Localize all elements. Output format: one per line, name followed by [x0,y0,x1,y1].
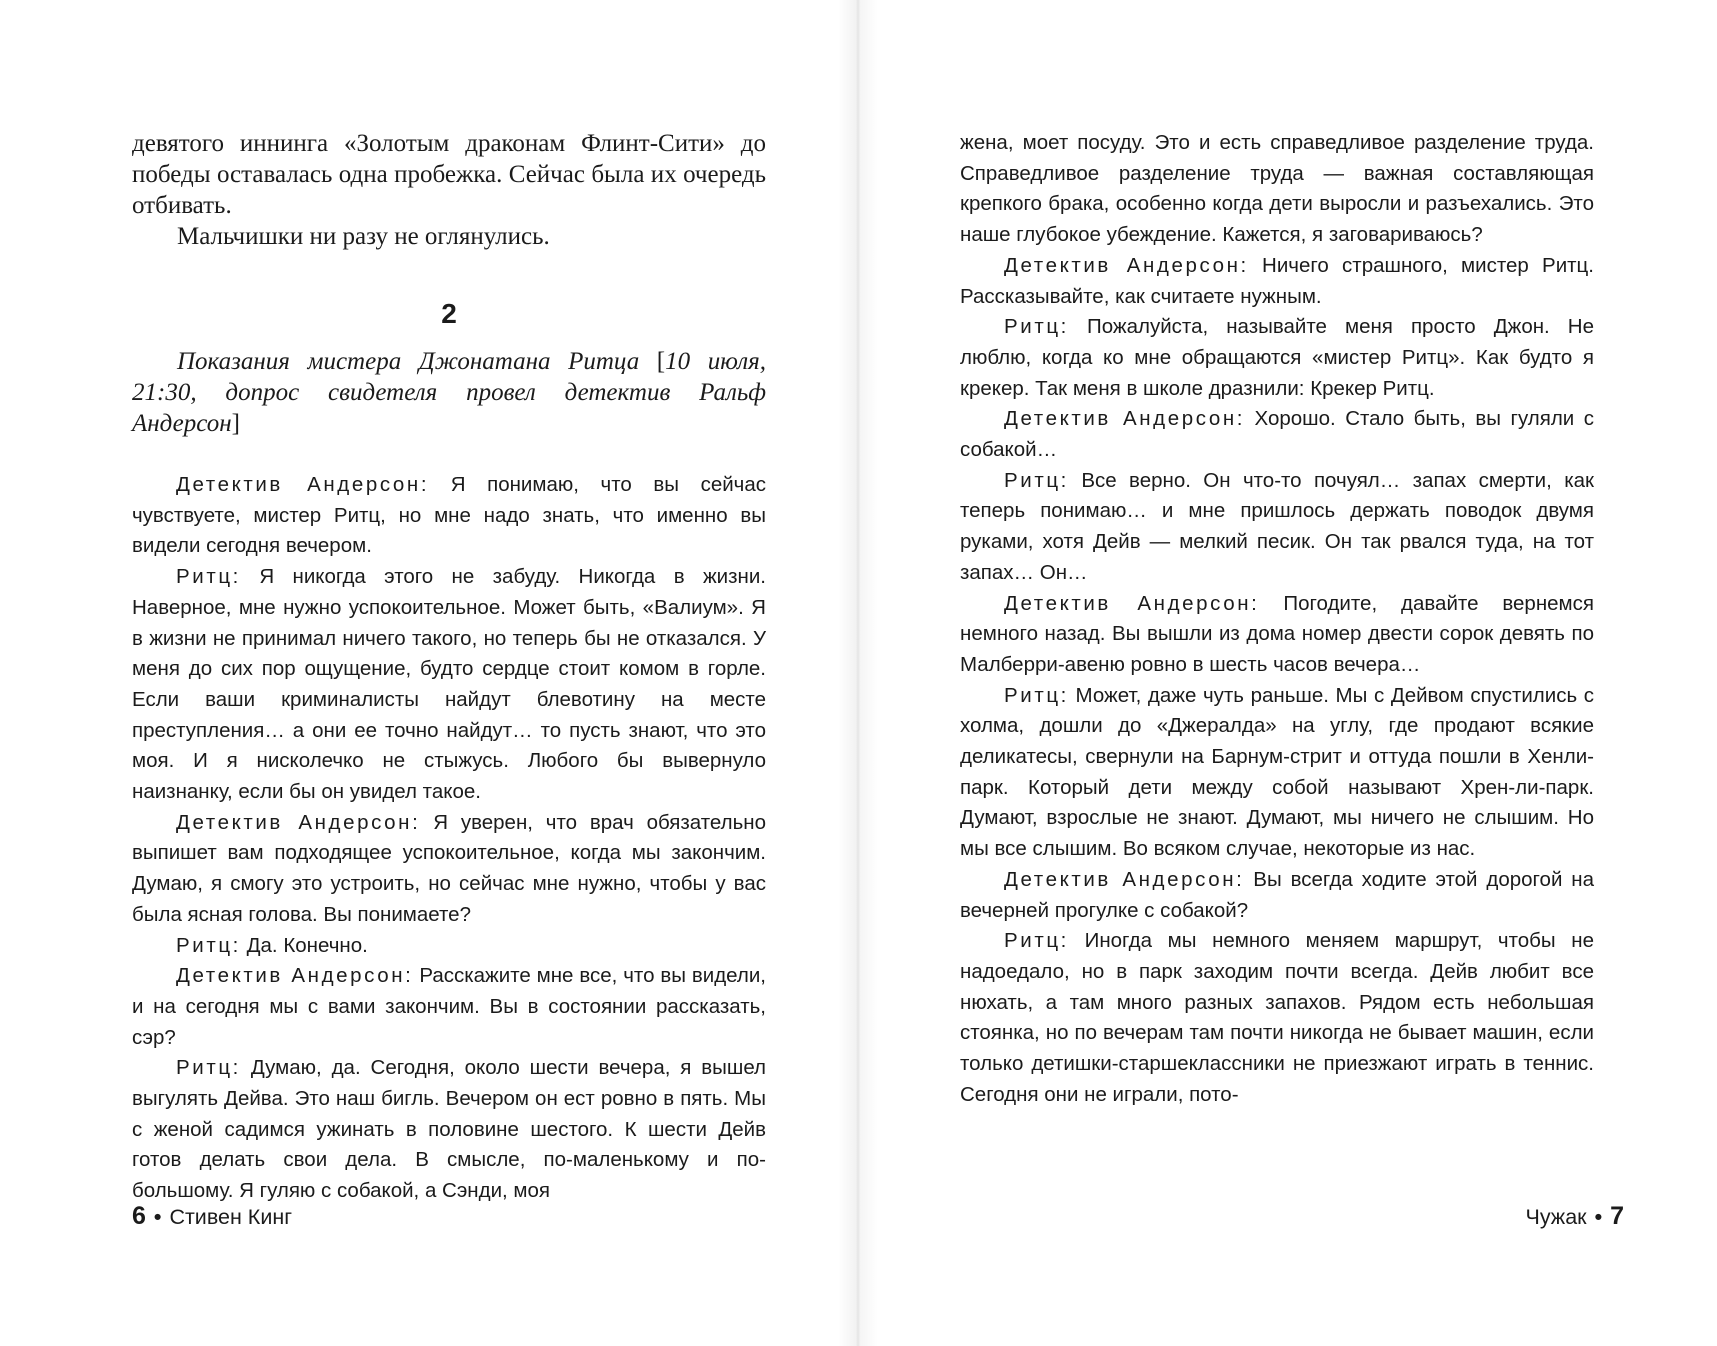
dialogue-text: Я понимаю, что вы сейчас чувствуете, мистер Ритц, но мне надо знать, что именно вы видели сегодня вечером. [132,473,767,558]
dialogue-text: Думаю, да. Сегодня, около шести вечера, я вышел выгулять Дейва. Это наш бигль. Вечером он ест ровно в пять. Мы с женой садимся ужинать в половине шестого. К шести Дейв готов делать свои дела. В смысле, по-маленькому и по-большому. Я гуляю с собакой, а Сэнди, моя [132,1056,766,1203]
dialogue-line [960,589,1594,681]
testimony-heading [132,346,766,439]
left-dialogue [132,470,766,1207]
dialogue-line [960,466,1594,589]
dialogue-text: Все верно. Он что-то почуял… запах смерти, как теперь понимаю… и мне пришлось держать поводок двумя руками, хотя Дейв — мелкий песик. Он так рвался туда, на тот запах… Он… [960,468,1594,584]
intro-paragraph: Мальчишки ни разу не оглянулись. [177,223,550,250]
speaker-label: Ритц: [176,933,241,957]
dialogue-line [960,926,1594,1110]
speaker-label: Ритц: [1004,468,1069,492]
dialogue-text: Я никогда этого не забуду. Никогда в жизни. Наверное, мне нужно успокоительное. Может быть, «Валиум». Я в жизни не принимал ничего такого, но теперь бы не отказался. У меня до сих пор ощущение, будто сердце стоит комом в горле. Если ваши криминалисты найдут блевотину на месте преступления… а они ее точно найдут… то пусть знают, что это моя. И я нисколечко не стыжусь. Любого бы вывернуло наизнанку, если бы он увидел такое. [132,565,766,804]
continuation-text: жена, моет посуду. Это и есть справедливое разделение труда. Справедливое разделение труда — важная составляющая крепкого брака, особенно когда дети выросли и разъехались. Это наше глубокое убеждение. Кажется, я заговариваюсь? [960,131,1594,247]
dialogue-line [132,931,766,962]
right-dialogue [960,128,1594,1111]
speaker-label: Детектив Андерсон: [176,810,421,834]
running-title: Чужак [1525,1205,1587,1229]
dialogue-text: Ничего страшного, мистер Ритц. Рассказывайте, как считаете нужным. [960,253,1594,308]
speaker-label: Детектив Андерсон: [1004,253,1249,277]
intro-paragraph: девятого иннинга «Золотым драконам Флинт-Сити» до победы оставалась одна пробежка. Сейчас была их очередь отбивать. [132,130,766,219]
dialogue-line [132,1053,766,1207]
dialogue-text: Хорошо. Стало быть, вы гуляли с собакой… [960,407,1594,462]
dialogue-line [132,961,766,1053]
dialogue-line [960,251,1594,312]
dialogue-text: Погодите, давайте вернемся немного назад. Вы вышли из дома номер двести сорок девять по Малберри-авеню ровно в шесть часов вечера… [960,591,1594,676]
right-page [858,0,1717,1346]
speaker-label: Ритц: [1004,683,1069,707]
right-text-column [960,128,1594,1111]
dialogue-line [132,470,766,562]
speaker-label: Ритц: [1004,929,1069,953]
speaker-label: Детектив Андерсон: [1004,867,1245,891]
left-text-column [132,128,766,1207]
speaker-label: Детектив Андерсон: [1004,591,1260,615]
heading-detail: 10 июля, 21:30, допрос свидетеля провел детектив Ральф Андерсон [132,348,767,437]
dialogue-text: Да. Конечно. [240,933,368,957]
speaker-label: Ритц: [1004,315,1069,339]
heading-bracket-close: ] [231,410,240,437]
dialogue-line [960,312,1594,404]
dialogue-line [132,562,766,808]
speaker-label: Детектив Андерсон: [176,473,430,496]
dialogue-text: Расскажите мне все, что вы видели, и на сегодня мы с вами закончим. Вы в состоянии рассказать, сэр? [132,964,766,1049]
page-number: 6 [132,1202,146,1230]
running-title: Стивен Кинг [169,1205,293,1229]
dialogue-text: Вы всегда ходите этой дорогой на вечерней прогулке с собакой? [960,867,1594,922]
dialogue-line [960,865,1594,926]
left-page [0,0,858,1346]
dialogue-text: Иногда мы немного меняем маршрут, чтобы не надоедало, но в парк заходим почти всегда. Дейв любит все нюхать, а там много разных запахов. Рядом есть небольшая стоянка, но по вечерам там почти никогда не бывает машин, если только детишки-старшеклассники не приезжают играть в теннис. Сегодня они не играли, пото- [960,929,1594,1106]
speaker-label: Детектив Андерсон: [1004,407,1246,431]
chapter-number: 2 [441,298,457,329]
dialogue-text: Я уверен, что врач обязательно выпишет вам подходящее успокоительное, когда мы закончим. Думаю, я смогу это устроить, но сейчас мне нужно, чтобы у вас была ясная голова. Вы понимаете? [132,810,767,926]
heading-title: Показания мистера Джонатана Ритца [177,348,640,375]
heading-bracket-open: [ [639,348,666,375]
speaker-label: Детектив Андерсон: [176,964,414,988]
left-page-footer [132,1200,292,1233]
page-number: 7 [1610,1202,1624,1230]
right-page-footer [1525,1200,1624,1233]
dialogue-line [960,681,1594,865]
dialogue-text: Может, даже чуть раньше. Мы с Дейвом спустились с холма, дошли до «Джералда» на углу, где продают всякие деликатесы, свернули на Барнум-стрит и оттуда пошли в Хенли-парк. Который дети между собой называют Хрен-ли-парк. Думают, взрослые не знают. Думают, мы ничего не слышим. Но мы все слышим. Во всяком случае, некоторые из нас. [960,683,1594,861]
dialogue-line [960,404,1594,465]
dialogue-text: Пожалуйста, называйте меня просто Джон. Не люблю, когда ко мне обращаются «мистер Ритц». Как будто я крекер. Так меня в школе дразнили: Крекер Ритц. [960,315,1594,400]
speaker-label: Ритц: [176,1056,241,1080]
bullet-separator: • [1594,1205,1603,1229]
dialogue-line [132,808,766,931]
speaker-label: Ритц: [176,565,241,589]
bullet-separator: • [153,1205,162,1229]
